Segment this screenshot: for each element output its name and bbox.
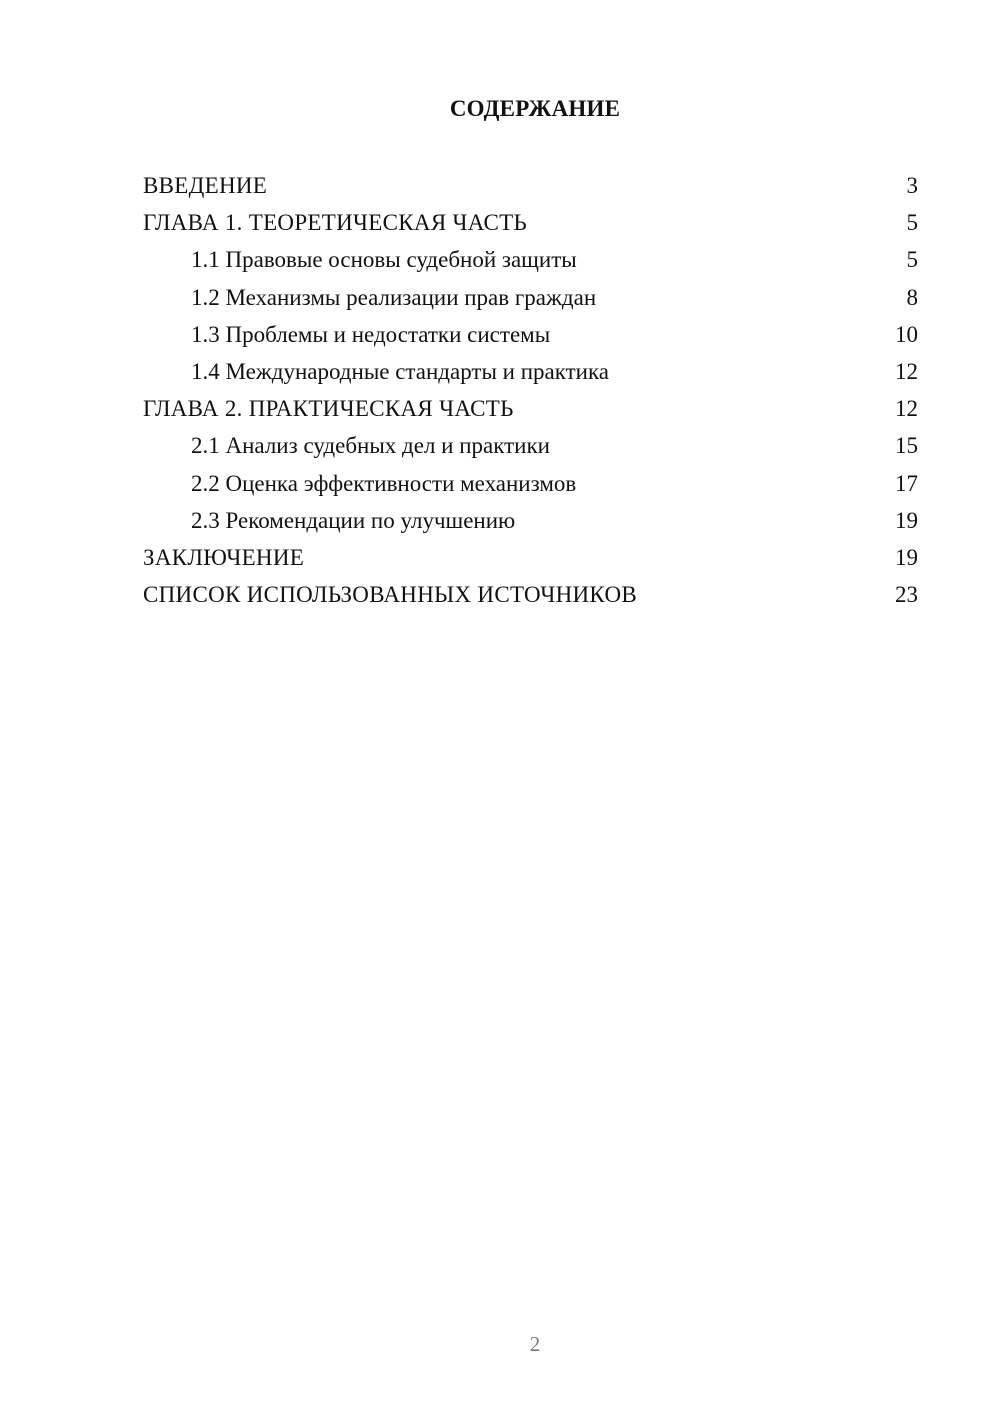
toc-entry-page: 8: [906, 284, 918, 310]
toc-entry-label: ГЛАВА 1. ТЕОРЕТИЧЕСКАЯ ЧАСТЬ: [143, 210, 528, 236]
toc-entry-section-2-3[interactable]: [143, 502, 918, 539]
toc-entry-label: ВВЕДЕНИЕ: [143, 173, 268, 198]
toc-entry-section-1-2[interactable]: [143, 279, 918, 316]
toc-entry-chapter-1[interactable]: [143, 204, 918, 241]
toc-entry-label: 2.3 Рекомендации по улучшению: [191, 507, 516, 533]
toc-entry-page: 12: [895, 396, 918, 422]
toc-entry-page: 23: [895, 582, 918, 608]
toc-entry-label: 1.1 Правовые основы судебной защиты: [191, 247, 577, 273]
toc-entry-label: 1.2 Механизмы реализации прав граждан: [191, 284, 597, 310]
page-number: 2: [529, 1332, 541, 1356]
toc-entry-label: 1.3 Проблемы и недостатки системы: [191, 321, 551, 347]
toc-entry-label: 2.1 Анализ судебных дел и практики: [191, 433, 550, 459]
toc-entry-page: 10: [895, 321, 918, 347]
toc-entry-page: 12: [895, 358, 918, 384]
toc-entry-label: 2.2 Оценка эффективности механизмов: [191, 470, 577, 496]
toc-entry-page: 19: [895, 507, 918, 533]
toc-entry-section-1-3[interactable]: [143, 316, 918, 353]
toc-entry-page: 17: [895, 470, 918, 496]
toc-entry-label: ЗАКЛЮЧЕНИЕ: [143, 544, 305, 570]
toc-entry-label: ГЛАВА 2. ПРАКТИЧЕСКАЯ ЧАСТЬ: [143, 396, 514, 422]
toc-entry-section-2-2[interactable]: [143, 465, 918, 502]
toc-entry-conclusion[interactable]: [143, 539, 918, 576]
toc-entry-references[interactable]: [143, 576, 918, 613]
toc-entry-section-1-4[interactable]: [143, 353, 918, 390]
table-of-contents: [143, 167, 918, 613]
toc-entry-section-1-1[interactable]: [143, 241, 918, 278]
toc-entry-introduction[interactable]: [143, 167, 918, 204]
toc-entry-chapter-2[interactable]: [143, 390, 918, 427]
toc-entry-page: 19: [895, 544, 918, 570]
toc-entry-page: 3: [906, 173, 918, 198]
toc-entry-label: 1.4 Международные стандарты и практика: [191, 358, 609, 384]
page-title: СОДЕРЖАНИЕ: [449, 96, 621, 121]
toc-entry-section-2-1[interactable]: [143, 427, 918, 464]
toc-entry-page: 15: [895, 433, 918, 459]
toc-entry-page: 5: [906, 247, 918, 273]
toc-entry-page: 5: [906, 210, 918, 236]
toc-entry-label: СПИСОК ИСПОЛЬЗОВАННЫХ ИСТОЧНИКОВ: [143, 582, 638, 608]
